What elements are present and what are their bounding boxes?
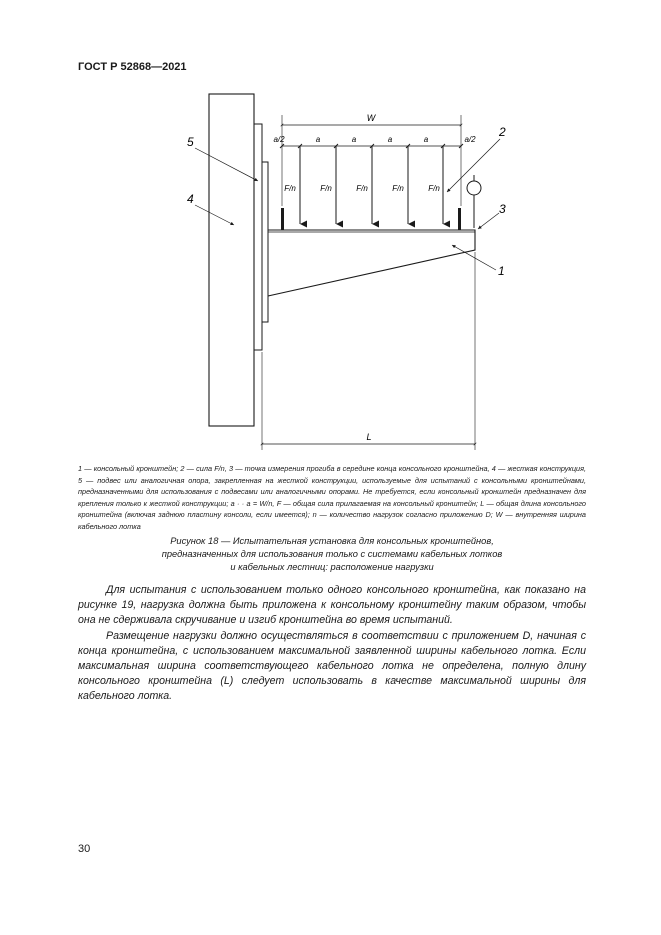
paragraph-2: Размещение нагрузки должно осуществляться в соответствии с приложением D, начиная с конца кронштейна, с использованием максимальной заявленной ширины кабельного лотка. Если максимальная ширина соответствующего кабельного лотка не определена, полную длину консольного кронштейна (L) следует использовать в качестве максимальной ширины для кабельного лотка.: [78, 629, 586, 703]
hanger-support: [254, 124, 262, 350]
leader-2: [447, 139, 500, 192]
dim-half-left-label: a/2: [273, 135, 285, 144]
page-number: 30: [78, 843, 91, 855]
rigid-structure: [209, 94, 254, 426]
back-plate: [262, 162, 268, 322]
figure-caption: [78, 535, 586, 574]
callout-5: 5: [187, 135, 194, 149]
callout-4: 4: [187, 192, 194, 206]
bracket-end-stop-left: [281, 208, 284, 230]
dim-l-label: L: [366, 432, 372, 442]
load-label-2: F/n: [320, 184, 332, 193]
callout-1: 1: [498, 264, 505, 278]
bracket-end-stop-right: [458, 208, 461, 230]
caption-line-1: Рисунок 18 — Испытательная установка для консольных кронштейнов,: [170, 536, 494, 546]
dim-a-label-2: a: [351, 135, 357, 144]
load-label-3: F/n: [356, 184, 368, 193]
caption-line-2: предназначенных для использования только с системами кабельных лотков: [161, 549, 503, 559]
leader-1: [452, 245, 496, 270]
dim-a-label-4: a: [423, 135, 429, 144]
callout-2: 2: [499, 125, 506, 139]
load-label-1: F/n: [284, 184, 296, 193]
dim-w-label: W: [366, 113, 376, 123]
dim-a-label-3: a: [387, 135, 393, 144]
leader-5: [195, 148, 258, 181]
load-label-4: F/n: [392, 184, 404, 193]
document-header: ГОСТ Р 52868—2021: [78, 61, 187, 73]
dim-half-right-label: a/2: [464, 135, 476, 144]
cantilever-bracket: [268, 230, 475, 296]
dim-a-label-1: a: [315, 135, 321, 144]
body-text: [78, 583, 586, 705]
test-setup-figure: [0, 0, 661, 460]
legend-text: 1 — консольный кронштейн; 2 — сила F/n, 3 — точка измерения прогиба в середине конца консольного кронштейна, 4 — жесткая конструкция, 5 — подвес или аналогичная опора, закрепленная на жесткой конструкции, используемые для испытаний с консольными кронштейнами, предназначенными для использования с подвесами или аналогичными опорами. Не требуется, если консольный кронштейн предназначен для крепления только к жесткой конструкции; a · · a = W/n, F — общая сила прилагаемая на консольный кронштейн; L — общая длина консольного кронштейна (включая заднюю пластину консоли, если имеется); n — количество нагрузок согласно приложению D; W — внутренняя ширина кабельного лотка: [78, 464, 586, 531]
figure-legend: [78, 463, 586, 533]
deflection-gauge-icon: [467, 181, 481, 195]
callout-3: 3: [499, 202, 506, 216]
leader-4: [195, 205, 234, 225]
load-label-5: F/n: [428, 184, 440, 193]
paragraph-1: Для испытания с использованием только одного консольного кронштейна, как показано на рисунке 19, нагрузка должна быть приложена к консольному кронштейну таким образом, чтобы она не сдерживала скручивание и изгиб кронштейна во время испытаний.: [78, 584, 586, 627]
leader-3: [478, 213, 499, 229]
caption-line-3: и кабельных лестниц: расположение нагрузки: [230, 562, 434, 572]
